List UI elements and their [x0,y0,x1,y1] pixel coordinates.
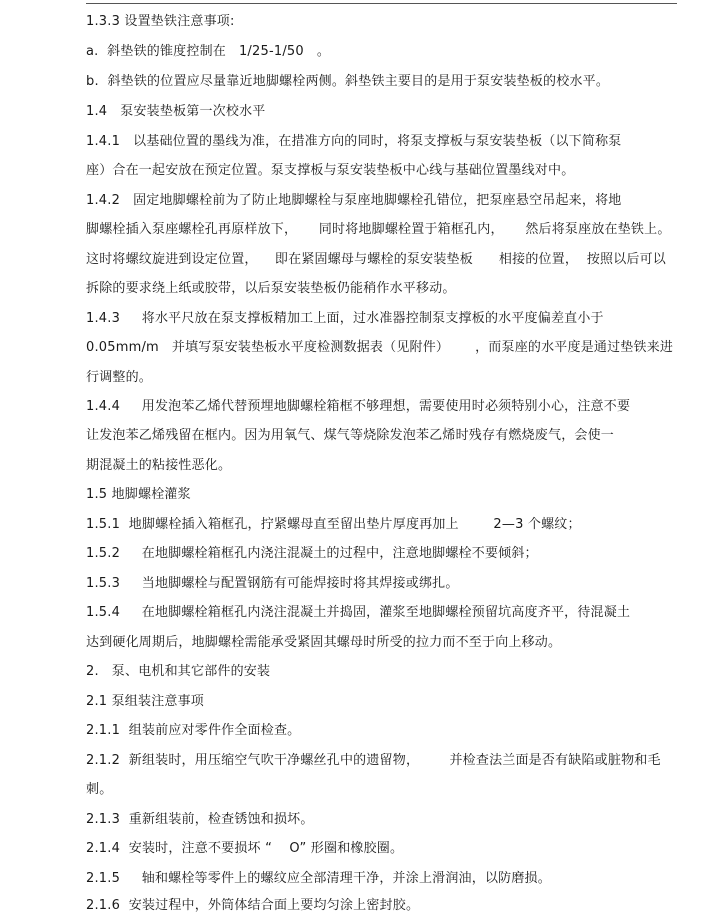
section-heading: 2. 泵、电机和其它部件的安装 [86,664,271,679]
text-line: 1.5.1 地脚螺栓插入箱框孔，拧紧螺母直至留出垫片厚度再加上 2—3 个螺纹； [86,517,581,532]
text-line: 0.05mm/m 并填写泵安装垫板水平度检测数据表（见附件） ，而泵座的水平度是通过垫铁来进 [86,340,674,355]
text-line: 1.5.3 当地脚螺栓与配置钢筋有可能焊接时将其焊接或绑扎。 [86,576,459,591]
text-line: 1.3.3 设置垫铁注意事项: [86,14,235,29]
text-line: 刺。 [86,782,113,797]
text-line: a. 斜垫铁的锥度控制在 1/25-1/50 。 [86,44,331,59]
text-line: 2.1.2 新组装时，用压缩空气吹干净螺丝孔中的遗留物， 并检查法兰面是否有缺陷或脏物和毛 [86,753,661,768]
section-heading: 1.4 泵安装垫板第一次校水平 [86,104,266,119]
section-heading: 1.5 地脚螺栓灌浆 [86,487,191,502]
text-line: 2.1.6 安装过程中，外筒体结合面上要均匀涂上密封胶。 [86,898,420,913]
text-line: 1.4.3 将水平尺放在泵支撑板精加工上面，过水准器控制泵支撑板的水平度偏差直小于 [86,311,604,326]
text-line: 达到硬化周期后，地脚螺栓需能承受紧固其螺母时所受的拉力而不至于向上移动。 [86,635,562,650]
text-line: 行调整的。 [86,370,153,385]
section-heading: 2.1 泵组装注意事项 [86,694,205,709]
text-line: 2.1.5 轴和螺栓等零件上的螺纹应全部清理干净，并涂上滑润油，以防磨损。 [86,871,551,886]
text-line: 拆除的要求绕上纸或胶带，以后泵安装垫板仍能稍作水平移动。 [86,281,456,296]
text-line: 这时将螺纹旋进到设定位置， 即在紧固螺母与螺栓的泵安装垫板 相接的位置， 按照以后可以 [86,252,666,267]
text-line: 2.1.4 安装时，注意不要损坏 “ O” 形圈和橡胶圈。 [86,841,404,856]
text-line: 1.5.4 在地脚螺栓箱框孔内浇注混凝土并捣固，灌浆至地脚螺栓预留坑高度齐平，待混凝土 [86,605,631,620]
text-line: 1.5.2 在地脚螺栓箱框孔内浇注混凝土的过程中，注意地脚螺栓不要倾斜； [86,546,538,561]
text-line: 2.1.1 组装前应对零件作全面检查。 [86,723,301,738]
text-line: 座）合在一起安放在预定位置。泵支撑板与泵安装垫板中心线与基础位置墨线对中。 [86,163,575,178]
text-line: 1.4.1 以基础位置的墨线为准，在措准方向的同时，将泵支撑板与泵安装垫板（以下简称泵 [86,134,622,149]
text-line: b. 斜垫铁的位置应尽量靠近地脚螺栓两侧。斜垫铁主要目的是用于泵安装垫板的校水平。 [86,74,610,89]
text-line: 脚螺栓插入泵座螺栓孔再原样放下， 同时将地脚螺栓置于箱框孔内， 然后将泵座放在垫铁上。 [86,222,671,237]
text-line: 1.4.2 固定地脚螺栓前为了防止地脚螺栓与泵座地脚螺栓孔错位，把泵座悬空吊起来，将地 [86,193,622,208]
header-rule [86,3,677,4]
text-line: 期混凝土的粘接性恶化。 [86,458,232,473]
text-line: 1.4.4 用发泡苯乙烯代替预埋地脚螺栓箱框不够理想，需要使用时必须特别小心，注意不要 [86,399,631,414]
text-line: 让发泡苯乙烯残留在框内。因为用氧气、煤气等烧除发泡苯乙烯时残存有燃烧废气，会使一 [86,428,615,443]
text-line: 2.1.3 重新组装前，检查锈蚀和损坏。 [86,812,314,827]
